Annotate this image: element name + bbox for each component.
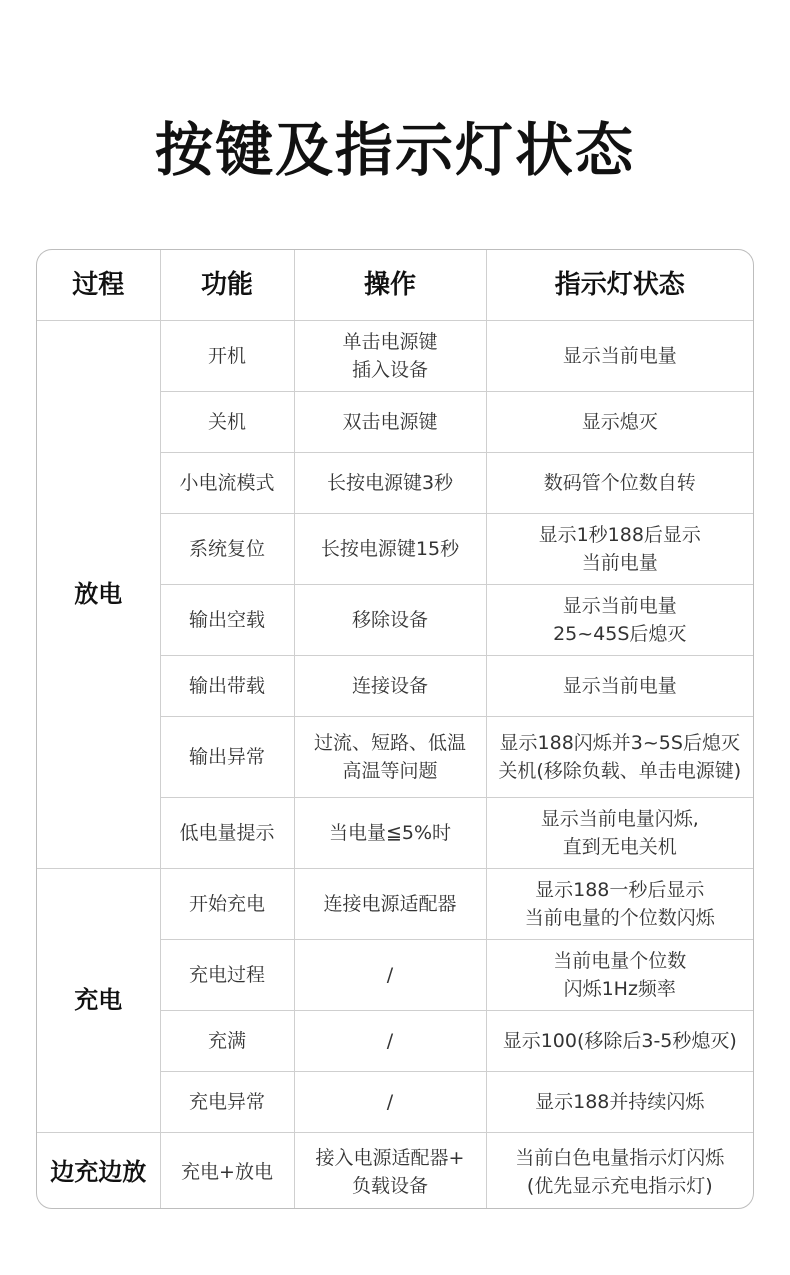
process-cell: 边充边放 [37, 1132, 160, 1209]
function-cell: 低电量提示 [160, 797, 294, 868]
operation-cell: 单击电源键 插入设备 [294, 320, 486, 391]
operation-cell: 连接电源适配器 [294, 868, 486, 939]
operation-cell: 移除设备 [294, 584, 486, 655]
function-cell: 开机 [160, 320, 294, 391]
indicator-cell: 显示当前电量 25~45S后熄灭 [486, 584, 753, 655]
header-indicator: 指示灯状态 [486, 250, 753, 320]
process-cell: 充电 [37, 868, 160, 1132]
indicator-cell: 显示1秒188后显示 当前电量 [486, 513, 753, 584]
operation-cell: / [294, 939, 486, 1010]
table-row [37, 320, 753, 391]
indicator-cell: 显示100(移除后3-5秒熄灭) [486, 1010, 753, 1071]
operation-cell: 长按电源键15秒 [294, 513, 486, 584]
function-cell: 输出带载 [160, 655, 294, 716]
operation-cell: 连接设备 [294, 655, 486, 716]
function-cell: 小电流模式 [160, 452, 294, 513]
header-operation: 操作 [294, 250, 486, 320]
indicator-cell: 显示188并持续闪烁 [486, 1071, 753, 1132]
operation-cell: 长按电源键3秒 [294, 452, 486, 513]
operation-cell: 双击电源键 [294, 391, 486, 452]
process-cell: 放电 [37, 320, 160, 868]
indicator-cell: 当前电量个位数 闪烁1Hz频率 [486, 939, 753, 1010]
function-cell: 输出异常 [160, 716, 294, 797]
indicator-cell: 显示188闪烁并3~5S后熄灭 关机(移除负载、单击电源键) [486, 716, 753, 797]
indicator-cell: 显示当前电量 [486, 655, 753, 716]
operation-cell: / [294, 1010, 486, 1071]
indicator-cell: 显示熄灭 [486, 391, 753, 452]
function-cell: 充电异常 [160, 1071, 294, 1132]
function-cell: 关机 [160, 391, 294, 452]
header-row [37, 250, 753, 320]
indicator-cell: 数码管个位数自转 [486, 452, 753, 513]
function-cell: 充满 [160, 1010, 294, 1071]
indicator-cell: 当前白色电量指示灯闪烁 (优先显示充电指示灯) [486, 1132, 753, 1209]
header-process: 过程 [37, 250, 160, 320]
status-table-grid [37, 250, 753, 1209]
function-cell: 充电+放电 [160, 1132, 294, 1209]
indicator-cell: 显示当前电量闪烁, 直到无电关机 [486, 797, 753, 868]
operation-cell: 当电量≦5%时 [294, 797, 486, 868]
operation-cell: 接入电源适配器+ 负载设备 [294, 1132, 486, 1209]
page-title: 按键及指示灯状态 [154, 116, 635, 184]
table-row [37, 868, 753, 939]
header-function: 功能 [160, 250, 294, 320]
function-cell: 开始充电 [160, 868, 294, 939]
function-cell: 输出空载 [160, 584, 294, 655]
status-table [36, 249, 754, 1209]
operation-cell: 过流、短路、低温 高温等问题 [294, 716, 486, 797]
operation-cell: / [294, 1071, 486, 1132]
function-cell: 充电过程 [160, 939, 294, 1010]
table-row [37, 1132, 753, 1209]
indicator-cell: 显示188一秒后显示 当前电量的个位数闪烁 [486, 868, 753, 939]
function-cell: 系统复位 [160, 513, 294, 584]
indicator-cell: 显示当前电量 [486, 320, 753, 391]
